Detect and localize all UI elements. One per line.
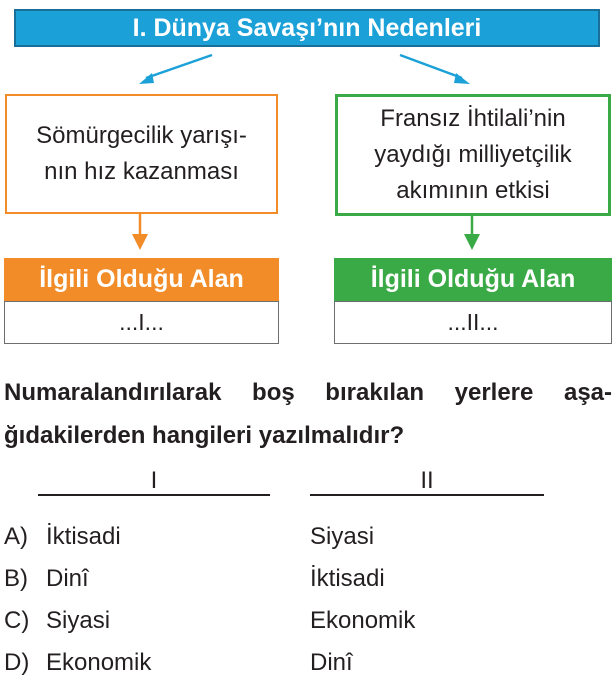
option-letter: B) <box>4 565 28 592</box>
blank-right: ...II... <box>334 301 612 344</box>
option-col1: İktisadi <box>46 523 121 550</box>
cause-right-line3: akımının etkisi <box>396 177 550 204</box>
arrow-to-right-card <box>400 55 462 78</box>
option-b-col2: İktisadi <box>310 565 385 592</box>
option-c[interactable] <box>4 607 110 635</box>
column-header-1: I <box>38 468 270 496</box>
arrowhead-right-down <box>464 234 480 250</box>
option-c-col2: Ekonomik <box>310 607 416 634</box>
arrowhead-right-card <box>454 73 470 84</box>
question-line2: ğıdakilerden hangileri yazılmalıdır? <box>4 422 405 449</box>
cause-left-line2: nın hız kazanması <box>44 158 239 185</box>
option-col1: Ekonomik <box>46 649 152 676</box>
option-d[interactable] <box>4 649 151 677</box>
area-heading-left: İlgili Olduğu Alan <box>4 258 279 301</box>
option-letter: D) <box>4 649 30 676</box>
column-header-2: II <box>310 468 544 496</box>
option-a[interactable] <box>4 523 121 551</box>
cause-left-line1: Sömürgecilik yarışı- <box>36 122 247 149</box>
area-heading-right: İlgili Olduğu Alan <box>334 258 612 301</box>
question-line1: Numaralandırılarak boş bırakılan yerlere aşa- <box>4 379 612 406</box>
option-letter: A) <box>4 523 28 550</box>
option-d-col2: Dinî <box>310 649 353 676</box>
question-text <box>4 371 612 457</box>
option-col1: Siyasi <box>46 607 111 634</box>
cause-card-right <box>335 94 611 216</box>
cause-right-line1: Fransız İhtilali’nin <box>380 105 566 132</box>
option-a-col2: Siyasi <box>310 523 375 550</box>
arrowhead-left-card <box>139 73 154 84</box>
option-b[interactable] <box>4 565 89 593</box>
arrowhead-left-down <box>132 234 148 250</box>
option-col1: Dinî <box>46 565 89 592</box>
option-letter: C) <box>4 607 30 634</box>
cause-card-left <box>5 94 278 214</box>
blank-left: ...I... <box>4 301 279 344</box>
title-text: I. Dünya Savaşı’nın Nedenleri <box>132 13 482 42</box>
arrow-to-left-card <box>146 55 212 78</box>
cause-right-line2: yaydığı milliyetçilik <box>374 141 572 168</box>
